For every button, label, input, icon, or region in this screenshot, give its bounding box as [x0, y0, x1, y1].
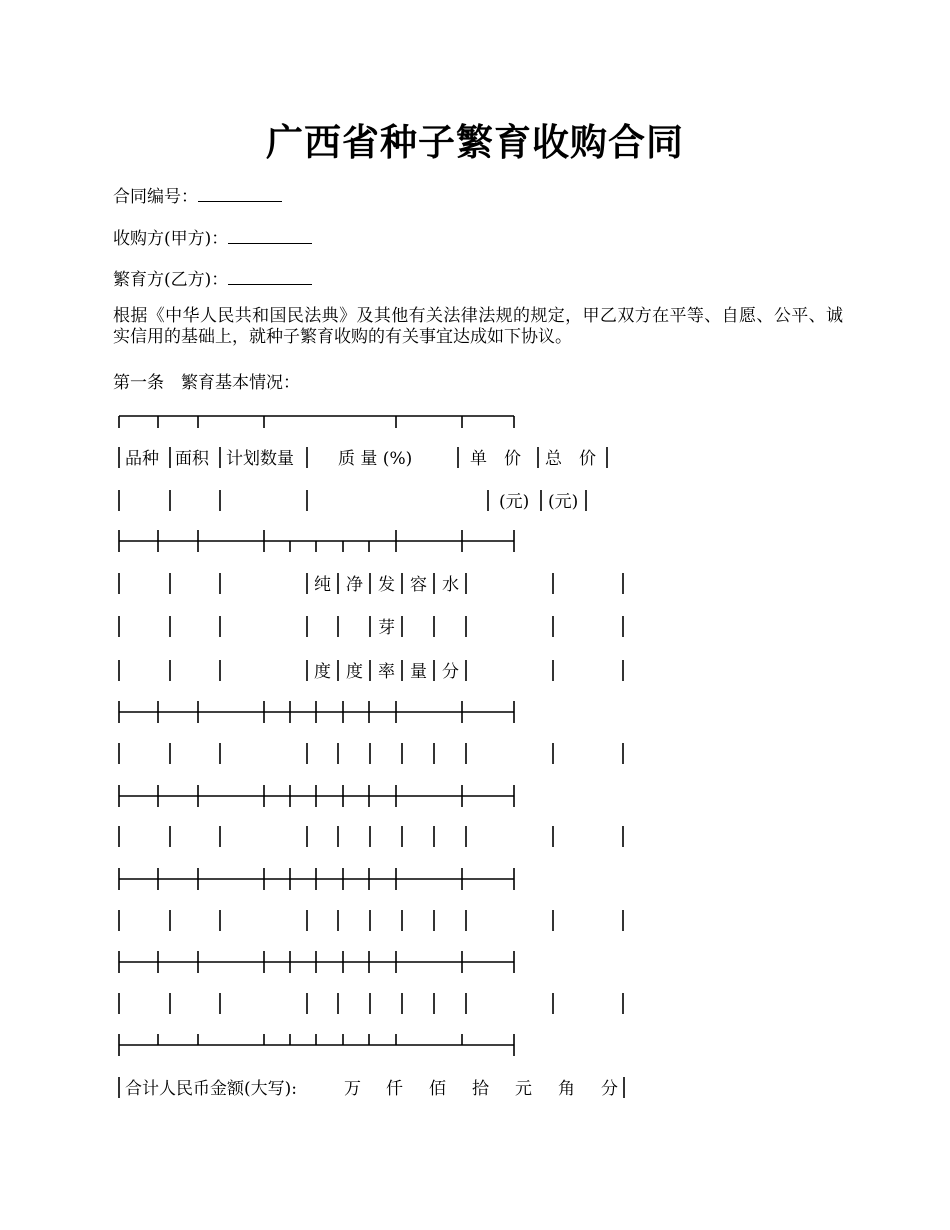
quality-subheader-row-1 — [119, 573, 623, 595]
unit-shi: 拾 — [472, 1079, 489, 1099]
quality-germ-2: 芽 — [378, 618, 395, 638]
article-1-heading: 第一条 繁育基本情况： — [113, 373, 300, 393]
unit-yuan: 元 — [515, 1079, 532, 1099]
header-unit-yuan: (元) — [499, 492, 530, 512]
header-area: 面积 — [175, 449, 209, 469]
table-separator — [119, 868, 514, 890]
quality-clean-3: 度 — [346, 662, 363, 682]
unit-jiao: 角 — [558, 1079, 575, 1099]
quality-clean-1: 净 — [346, 575, 363, 595]
table-separator — [119, 951, 514, 973]
header-total-yuan: (元) — [548, 492, 579, 512]
quality-weight-1: 容 — [410, 575, 427, 595]
quality-subheader-row-3 — [119, 660, 623, 682]
contract-number-label: 合同编号： — [113, 187, 198, 207]
buyer-label: 收购方(甲方)： — [113, 229, 229, 249]
table-separator — [119, 785, 514, 807]
quality-germ-3: 率 — [378, 662, 395, 682]
table-row — [119, 826, 623, 847]
quality-subheader-row-2 — [119, 616, 623, 638]
unit-qian: 仟 — [386, 1079, 403, 1099]
table-separator — [119, 701, 514, 723]
quality-purity-3: 度 — [314, 662, 331, 682]
breeder-label: 繁育方(乙方)： — [113, 270, 229, 290]
table-row — [119, 743, 623, 764]
quality-moisture-1: 水 — [442, 575, 459, 595]
document-title: 广西省种子繁育收购合同 — [266, 120, 684, 164]
unit-bai: 佰 — [429, 1079, 446, 1099]
table-row — [119, 910, 623, 931]
quality-purity-1: 纯 — [314, 575, 331, 595]
table-separator — [119, 1034, 514, 1056]
total-row — [119, 1077, 624, 1099]
quality-weight-3: 量 — [410, 662, 427, 682]
quality-germ-1: 发 — [378, 575, 395, 595]
quality-moisture-3: 分 — [442, 662, 459, 682]
intro-paragraph: 根据《中华人民共和国民法典》及其他有关法律法规的规定，甲乙双方在平等、自愿、公平、诚实信用的基础上，就种子繁育收购的有关事宜达成如下协议。 — [113, 306, 843, 347]
table-separator — [119, 530, 514, 552]
header-row-2 — [119, 490, 586, 512]
unit-fen: 分 — [601, 1079, 618, 1099]
header-quality: 质 量 (%) — [338, 449, 413, 469]
unit-wan: 万 — [344, 1079, 361, 1099]
total-amount-label: 合计人民币金额(大写): — [125, 1079, 297, 1099]
table-top-border — [119, 416, 514, 428]
header-planned-qty: 计划数量 — [226, 449, 294, 469]
table-row — [119, 993, 623, 1014]
header-unit-price: 单 价 — [470, 449, 521, 469]
header-total-price: 总 价 — [545, 449, 596, 469]
header-variety: 品种 — [125, 449, 159, 469]
header-row-1 — [119, 447, 607, 469]
